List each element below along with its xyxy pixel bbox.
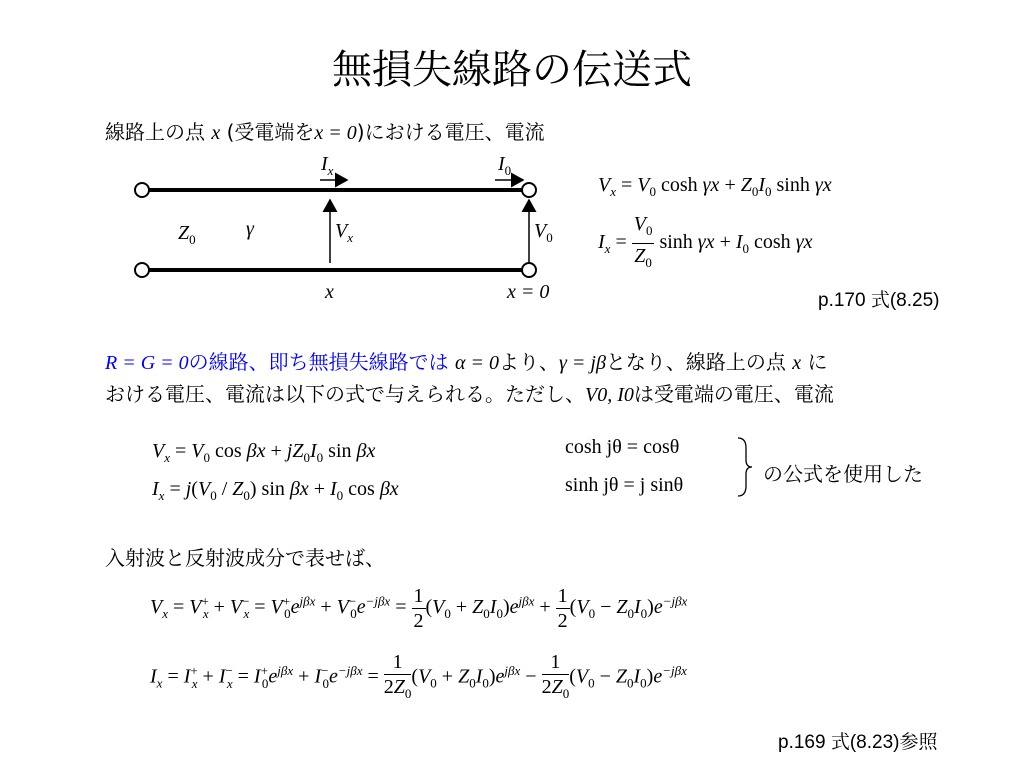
intro-cond: x = 0	[314, 122, 357, 144]
lossless-line2a: おける電圧、電流は以下の式で与えられる。ただし、	[105, 382, 585, 406]
eq-wave-v: $V_x = V^+_x + V^-_x = V^+_0e^{j\beta x} + V^-_0e^{-j\beta x}$ = $\frac{1}{2}$ $(V_0 + Z_0I_0)e^{j\beta x}$ + $\frac{1}{2}$ $(V_0 - Z_0I_0)e^{-j\beta x}$	[150, 584, 688, 632]
label-v0: $V_0$	[534, 220, 553, 245]
lossless-line2b: は受電端の電圧、電流	[633, 382, 834, 406]
label-vx: $V_x$	[335, 220, 353, 245]
intro-text	[105, 116, 545, 145]
transmission-line-diagram	[125, 150, 570, 305]
intro-mid: (受電端を	[220, 120, 315, 144]
label-x: x	[325, 281, 334, 303]
formula-cosh: cosh jθ = cosθ	[565, 436, 680, 458]
label-i0: $I_0$	[498, 153, 512, 178]
terminal-top-left	[135, 183, 149, 197]
cond-gamma: γ = jβ	[559, 352, 606, 374]
intro-after: )における電圧、電流	[356, 120, 545, 144]
lossless-line1	[105, 346, 828, 375]
ref-823: p.169 式(8.23)参照	[778, 732, 938, 753]
label-gamma: γ	[246, 218, 254, 240]
ref-825: p.170 式(8.25)	[818, 290, 940, 311]
terminal-top-right	[522, 183, 536, 197]
cond-rg0: R = G = 0	[105, 352, 189, 374]
eq-825-line1: $V_x = V_0$ $\cosh \gamma x + Z_0I_0$ sinh γx	[598, 174, 832, 199]
eq-wave-i: $I_x = I^+_x + I^-_x = I^+_0e^{j\beta x} + I^-_0e^{-j\beta x}$ = $\frac{1}{2Z_0}$ $(V_0 + Z_0I_0)e^{j\beta x}$ − $\frac{1}{2Z_0}$ $(V_0 - Z_0I_0)e^{-j\beta x}$	[150, 651, 687, 701]
v0-i0: V0, I0	[585, 384, 634, 406]
waves-text: 入射波と反射波成分で表せば、	[105, 546, 385, 570]
lossless-text3: となり、線路上の点	[605, 350, 786, 374]
terminal-bottom-left	[135, 263, 149, 277]
terminal-bottom-right	[522, 263, 536, 277]
eq-lossless-line2: $I_x = j(V_0 / Z_0)$ $\sin \beta x + I_0$ cos βx	[152, 478, 399, 503]
lossless-text4: に	[807, 350, 828, 374]
label-ix: $I_x$	[321, 153, 334, 178]
lossless-line2	[105, 378, 834, 407]
intro-x: x	[211, 122, 221, 144]
lossless-text1: の線路、即ち無損失線路では	[188, 350, 449, 374]
formula-sinh: sinh jθ = j sinθ	[565, 474, 684, 496]
eq-lossless-line1: $V_x = V_0$ $\cos \beta x + jZ_0I_0$ sin βx	[152, 440, 376, 465]
page-title: 無損失線路の伝送式	[332, 47, 692, 93]
cond-alpha: α = 0	[455, 352, 500, 374]
formula-note: の公式を使用した	[763, 462, 923, 486]
brace-icon	[735, 436, 755, 498]
lossless-x: x	[792, 352, 802, 374]
label-z0: $Z_0$	[178, 222, 196, 247]
eq-825-line2: $I_x$ = $\frac{V_0}{Z_0}$ $\sinh \gamma x + I_0$ cosh γx	[598, 213, 813, 270]
lossless-text2: より、	[499, 350, 560, 374]
intro-before: 線路上の点	[105, 120, 212, 144]
label-x0: x = 0	[507, 281, 550, 303]
